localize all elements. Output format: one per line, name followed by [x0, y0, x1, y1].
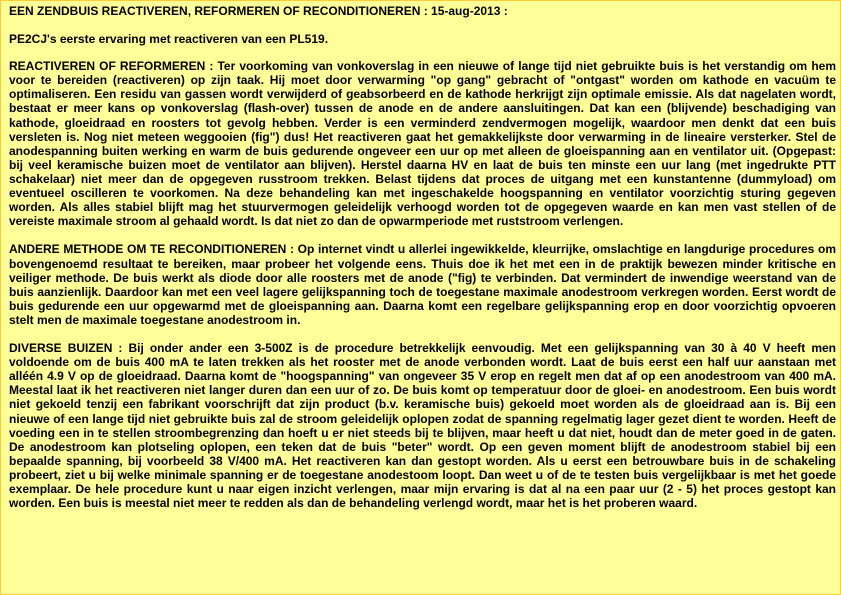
article-content [9, 4, 836, 524]
article-intro: PE2CJ's eerste ervaring met reactiveren van een PL519. [9, 32, 329, 47]
paragraph-reactiveren: REACTIVEREN OF REFORMEREN : Ter voorkoming van vonkoverslag in een nieuwe of lange tijd niet gebruikte buis is het verstandig om hem voor te bereiden (reactiveren) op zijn taak. Hij moet door verwarming "op gang" gebracht of "ontgast" worden om kathode en vacuüm te optimaliseren. Een residu van gassen wordt verwijderd of geabsorbeerd en de kathode herkrijgt zijn optimale emissie. Als dat nagelaten wordt, bestaat er meer kans op vonkoverslag (flash-over) tussen de anode en de andere aansluitingen. Dat kan een (blijvende) beschadiging van kathode, gloeidraad en roosters tot gevolg hebben. Verder is een verminderd zendvermogen mogelijk, waardoor men denkt dat een buis versleten is. Nog niet meteen weggooien (fig") dus! Het reactiveren gaat het gemakkelijkste door verwarming in de lineaire versterker. Stel de anodespanning buiten werking en warm de buis gedurende ongeveer een uur op met alleen de gloeispanning aan en ventilator uit. (Opgepast: bij veel keramische buizen moet de ventilator aan blijven). Herstel daarna HV en laat de buis ten minste een uur lang (met ingedrukte PTT schakelaar) niet meer dan de opgegeven russtroom trekken. Belast tijdens dat proces de uitgang met een kunstantenne (dummyload) om eventueel oscilleren te voorkomen. Na deze behandeling kan met ingeschakelde hoogspanning en ventilator voorzichtig sturing gegeven worden. Als alles stabiel blijft mag het stuurvermogen geleidelijk verhoogd worden tot de opgegeven waarde en kan men vast stellen of de vereiste maximale stroom al gehaald wordt. Is dat niet zo dan de opwarmperiode met ruststroom verlengen. [9, 59, 836, 229]
paragraph-diverse-buizen: DIVERSE BUIZEN : Bij onder ander een 3-500Z is de procedure betrekkelijk eenvoudig. Met een gelijkspanning van 30 à 40 V heeft men voldoende om de buis 400 mA te laten trekken als het rooster met de anode verbonden wordt. Laat de buis eerst een half uur aanstaan met alléén 4.9 V op de gloeidraad. Daarna komt de "hoogspanning" van ongeveer 35 V erop en regelt men dat af op een anodestroom van 400 mA. Meestal laat ik het reactiveren niet langer duren dan een uur of zo. De buis komt op temperatuur door de gloei- en anodestroom. Een buis wordt niet gekoeld tenzij een fabrikant voorschrijft dat zijn product (b.v. keramische buis) gekoeld moet worden als de gloeidraad aan is. Bij een nieuwe of een lange tijd niet gebruikte buis zal de stroom geleidelijk oplopen zodat de spanning regelmatig lager gezet dient te worden. Heeft de voeding een in te stellen stroombegrenzing dan hoeft u er niet steeds bij te blijven, maar heeft u dat niet, houdt dan de meter goed in de gaten. De anodestroom kan plotseling oplopen, een teken dat de buis "beter" wordt. Op een geven moment blijft de anodestroom stabiel bij een bepaalde spanning, bij voorbeeld 38 V/400 mA. Het reactiveren kan dan gestopt worden. Als u eerst een betrouwbare buis in de schakeling probeert, ziet u bij welke minimale spanning er de toegestane anodestoom loopt. Dan weet u of de te testen buis vergelijkbaar is met het goede exemplaar. De hele procedure kunt u naar eigen inzicht verlengen, maar mijn ervaring is dat al na een paar uur (2 - 5) het proces gestopt kan worden. Een buis is meestal niet meer te redden als dan de behandeling verlengd wordt, maar het is het proberen waard. [9, 341, 836, 511]
article-title: EEN ZENDBUIS REACTIVEREN, REFORMEREN OF RECONDITIONEREN : 15-aug-2013 : [9, 4, 508, 18]
paragraph-andere-methode: ANDERE METHODE OM TE RECONDITIONEREN : Op internet vindt u allerlei ingewikkelde, kleurrijke, omslachtige en langdurige procedures om bovengenoemd resultaat te bereiken, maar probeer het volgende eens. Thuis doe ik het met een in de praktijk bewezen minder kritische en veiliger methode. De buis werkt als diode door alle roosters met de anode ("fig) te verbinden. Dat vermindert de inwendige weerstand van de buis aanzienlijk. Daardoor kan met een veel lagere gelijkspanning toch de toegestane maximale anodestroom verkregen worden. Eerst wordt de buis gedurende een uur opgewarmd met de gloeispanning aan. Daarna komt een regelbare gelijkspanning erop en door voorzichtig opvoeren stelt men de maximale toegestane anodestroom in. [9, 242, 836, 327]
